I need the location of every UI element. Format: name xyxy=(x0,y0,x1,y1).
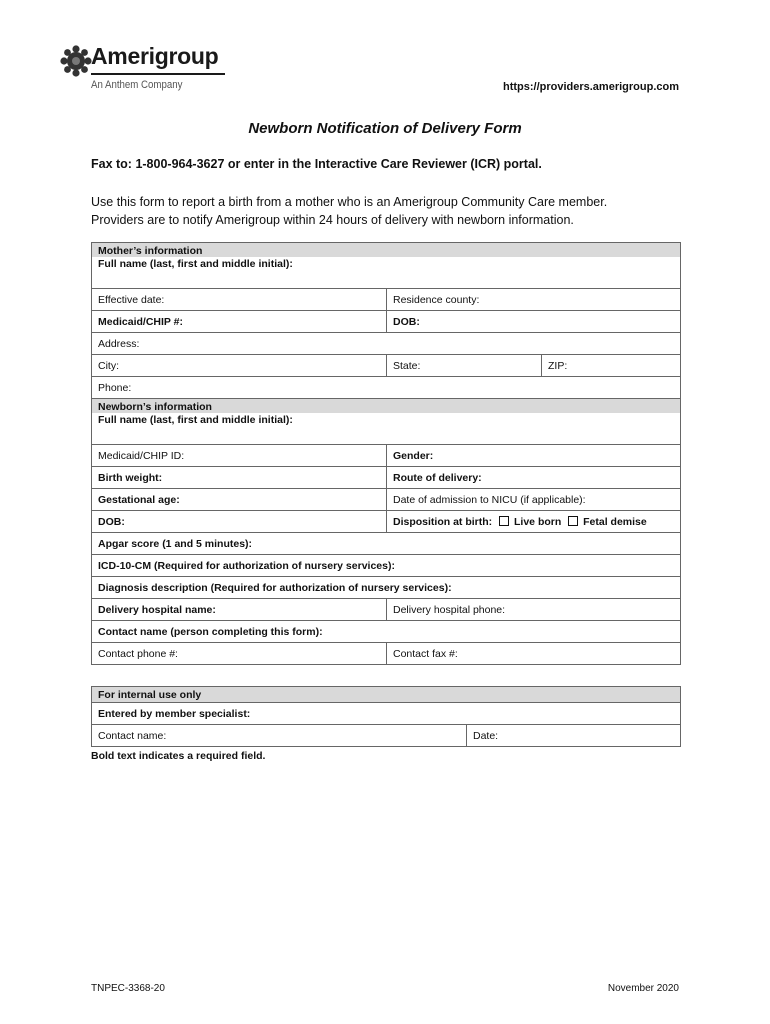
internal-section-header xyxy=(92,687,681,703)
newborn-row-hospital xyxy=(92,599,681,621)
apgar-score-field[interactable]: Apgar score (1 and 5 minutes): xyxy=(92,533,681,555)
amerigroup-logo xyxy=(60,44,250,96)
mother-residence-county-field[interactable]: Residence county: xyxy=(387,289,681,311)
newborn-row-weight xyxy=(92,467,681,489)
brand-name: Amerigroup xyxy=(91,43,219,69)
contact-fax-field[interactable]: Contact fax #: xyxy=(387,643,681,665)
internal-section-title: For internal use only xyxy=(92,687,681,703)
brand-subtitle: An Anthem Company xyxy=(91,79,183,91)
amerigroup-logo-icon xyxy=(60,45,92,77)
newborn-birth-weight-field[interactable]: Birth weight: xyxy=(92,467,387,489)
contact-phone-field[interactable]: Contact phone #: xyxy=(92,643,387,665)
newborn-nicu-date-field[interactable]: Date of admission to NICU (if applicable): xyxy=(387,489,681,511)
fax-instructions: Fax to: 1-800-964-3627 or enter in the Interactive Care Reviewer (ICR) portal. xyxy=(91,157,542,171)
newborn-section-title: Newborn’s information xyxy=(92,399,681,414)
mother-section-title: Mother’s information xyxy=(92,243,681,258)
mother-phone-field[interactable]: Phone: xyxy=(92,377,681,399)
fetal-demise-checkbox[interactable] xyxy=(568,516,578,526)
internal-row-entered xyxy=(92,703,681,725)
newborn-row-apgar xyxy=(92,533,681,555)
live-born-checkbox[interactable] xyxy=(499,516,509,526)
mother-row-medicaid xyxy=(92,311,681,333)
internal-date-field[interactable]: Date: xyxy=(467,725,681,747)
mother-row-city xyxy=(92,355,681,377)
mother-dob-field[interactable]: DOB: xyxy=(387,311,681,333)
mother-row-effective xyxy=(92,289,681,311)
live-born-label: Live born xyxy=(514,515,562,528)
internal-use-table xyxy=(91,686,681,747)
mother-address-field[interactable]: Address: xyxy=(92,333,681,355)
contact-name-field[interactable]: Contact name (person completing this form): xyxy=(92,621,681,643)
newborn-section-header xyxy=(92,399,681,414)
mother-medicaid-field[interactable]: Medicaid/CHIP #: xyxy=(92,311,387,333)
form-code: TNPEC-3368-20 xyxy=(91,983,165,994)
newborn-disposition-field xyxy=(387,511,681,533)
newborn-row-contact xyxy=(92,621,681,643)
fetal-demise-label: Fetal demise xyxy=(583,515,647,528)
entered-by-specialist-field[interactable]: Entered by member specialist: xyxy=(92,703,681,725)
newborn-route-of-delivery-field[interactable]: Route of delivery: xyxy=(387,467,681,489)
disposition-label: Disposition at birth: xyxy=(393,515,493,528)
brand-underline xyxy=(91,73,225,75)
delivery-form-table xyxy=(91,242,681,665)
newborn-gestational-age-field[interactable]: Gestational age: xyxy=(92,489,387,511)
mother-full-name-field[interactable]: Full name (last, first and middle initial): xyxy=(92,257,681,289)
provider-url[interactable]: https://providers.amerigroup.com xyxy=(502,81,679,93)
newborn-row-contact-phone xyxy=(92,643,681,665)
form-intro xyxy=(91,193,691,229)
newborn-medicaid-id-field[interactable]: Medicaid/CHIP ID: xyxy=(92,445,387,467)
internal-row-contact xyxy=(92,725,681,747)
delivery-hospital-phone-field[interactable]: Delivery hospital phone: xyxy=(387,599,681,621)
newborn-row-diagnosis xyxy=(92,577,681,599)
mother-row-phone xyxy=(92,377,681,399)
internal-contact-name-field[interactable]: Contact name: xyxy=(92,725,467,747)
newborn-row-icd xyxy=(92,555,681,577)
mother-row-address xyxy=(92,333,681,355)
intro-line-2: Providers are to notify Amerigroup within 24 hours of delivery with newborn information. xyxy=(91,213,574,227)
delivery-hospital-name-field[interactable]: Delivery hospital name: xyxy=(92,599,387,621)
mother-effective-date-field[interactable]: Effective date: xyxy=(92,289,387,311)
newborn-dob-field[interactable]: DOB: xyxy=(92,511,387,533)
newborn-row-dob xyxy=(92,511,681,533)
newborn-name-row xyxy=(92,413,681,445)
mother-section-header xyxy=(92,243,681,258)
mother-city-field[interactable]: City: xyxy=(92,355,387,377)
mother-state-field[interactable]: State: xyxy=(387,355,542,377)
diagnosis-description-field[interactable]: Diagnosis description (Required for authorization of nursery services): xyxy=(92,577,681,599)
newborn-row-medicaid xyxy=(92,445,681,467)
intro-line-1: Use this form to report a birth from a mother who is an Amerigroup Community Care member. xyxy=(91,195,608,209)
mother-zip-field[interactable]: ZIP: xyxy=(542,355,681,377)
newborn-full-name-field[interactable]: Full name (last, first and middle initial): xyxy=(92,413,681,445)
form-date: November 2020 xyxy=(607,983,679,994)
mother-name-row xyxy=(92,257,681,289)
required-field-note: Bold text indicates a required field. xyxy=(91,750,266,762)
newborn-row-gestational xyxy=(92,489,681,511)
newborn-gender-field[interactable]: Gender: xyxy=(387,445,681,467)
form-title: Newborn Notification of Delivery Form xyxy=(248,120,522,137)
icd-10-cm-field[interactable]: ICD-10-CM (Required for authorization of nursery services): xyxy=(92,555,681,577)
